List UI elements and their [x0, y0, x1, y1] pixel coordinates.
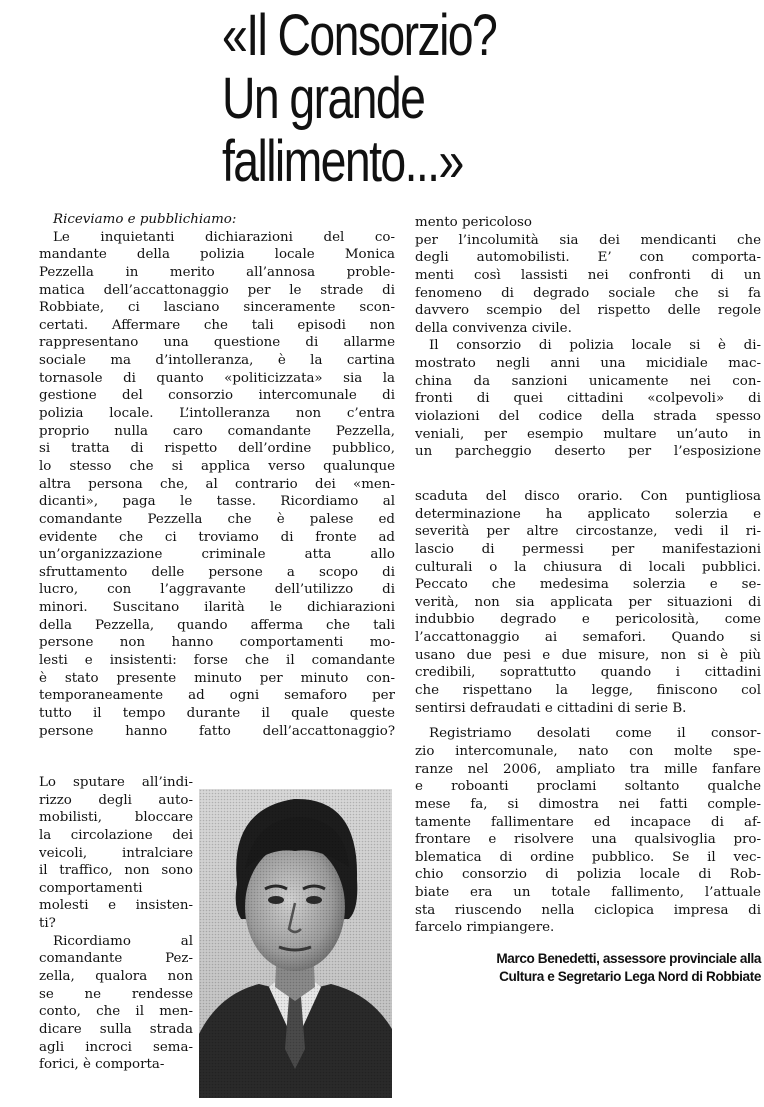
- text-line: che rispettano la legge, finiscono col: [415, 683, 761, 699]
- text-line: Ricordiamo al: [53, 933, 193, 949]
- text-line: ranze nel 2006, ampliato tra mille fanfare: [415, 761, 761, 777]
- text-line: menti così lassisti nei confronti di un: [415, 267, 761, 283]
- text-line: si tratta di rispetto dell’ordine pubblico,: [39, 441, 395, 457]
- text-line: e roboanti proclami soltanto qualche: [415, 779, 761, 795]
- text-line: dicare sulla strada: [39, 1021, 193, 1037]
- text-line: mento pericoloso: [415, 215, 532, 230]
- text-line: farcelo rimpiangere.: [415, 920, 555, 936]
- text-line: determinazione ha applicato solerzia e: [415, 506, 761, 522]
- text-line: un parcheggio deserto per l’esposizione: [415, 444, 761, 460]
- text-line: ti?: [39, 916, 56, 932]
- text-line: usano due pesi e due misure, non si è più: [415, 647, 761, 663]
- text-line: molesti e insisten-: [39, 898, 193, 914]
- text-line: chio consorzio di polizia locale di Rob-: [415, 867, 761, 883]
- text-line: certati. Affermare che tali episodi non: [39, 317, 395, 333]
- text-line: mostrato negli anni una micidiale mac-: [415, 356, 761, 372]
- text-line: sentirsi defraudati e cittadini di serie B.: [415, 700, 687, 716]
- text-line: severità per altre circostanze, vedi il ri-: [415, 524, 761, 540]
- text-line: Peccato che medesima solerzia e se-: [415, 577, 761, 593]
- text-line: minori. Suscitano ilarità le dichiarazioni: [39, 600, 395, 616]
- text-line: persone hanno fatto dell’accattonaggio?: [39, 723, 395, 739]
- headline-line-3: fallimento...»: [222, 129, 463, 194]
- text-line: verità, non sia applicata per situazioni di: [415, 594, 761, 610]
- text-line: lucro, con l’aggravante dell’utilizzo di: [39, 582, 395, 598]
- text-line: fenomeno di degrado sociale che si fa: [415, 285, 761, 301]
- text-line: mese fa, si dimostra nei fatti comple-: [415, 796, 761, 812]
- text-line: se ne rendesse: [39, 986, 193, 1002]
- text-line: persone non hanno comportamenti mo-: [39, 635, 395, 651]
- text-line: il traffico, non sono: [39, 863, 193, 879]
- text-line: polizia locale. L’intolleranza non c’entra: [39, 406, 395, 422]
- text-line: fronti di quei cittadini «colpevoli» di: [415, 391, 761, 407]
- text-line: forici, è comporta-: [39, 1057, 165, 1073]
- text-line: violazioni del codice della strada spesso: [415, 409, 761, 425]
- text-line: è stato presente minuto per minuto con-: [39, 670, 395, 686]
- text-line: comandante Pez-: [39, 951, 193, 967]
- text-line: rizzo degli auto-: [39, 792, 193, 808]
- text-line: altra persona che, al contrario dei «men-: [39, 476, 395, 492]
- text-line: l’accattonaggio ai semafori. Quando si: [415, 630, 761, 646]
- text-line: della convivenza civile.: [415, 320, 572, 336]
- column-1-text: [39, 211, 395, 740]
- text-line: temporaneamente ad ogni semaforo per: [39, 688, 395, 704]
- text-line: frontare e risolvere una qualsivoglia pro-: [415, 832, 761, 848]
- text-line: conto, che il men-: [39, 1004, 193, 1020]
- text-line: china da sanzioni unicamente nei con-: [415, 373, 761, 389]
- text-line: zella, qualora non: [39, 969, 193, 985]
- text-line: Registriamo desolati come il consor-: [429, 726, 761, 742]
- text-line: mandante della polizia locale Monica: [39, 247, 395, 263]
- text-line: gestione del consorzio intercomunale di: [39, 388, 395, 404]
- text-line: tutto il tempo durante il quale queste: [39, 705, 395, 721]
- text-line: la circolazione dei: [39, 827, 193, 843]
- column-2-text: [415, 214, 761, 461]
- text-line: biate era un totale fallimento, l’attuale: [415, 885, 761, 901]
- text-line: proprio nulla caro comandante Pezzella,: [39, 423, 395, 439]
- text-line: agli incroci sema-: [39, 1039, 193, 1055]
- text-line: degli automobilisti. E’ con comporta-: [415, 250, 761, 266]
- text-line: tornasole di quanto «politicizzata» sia la: [39, 370, 395, 386]
- text-line: culturali o la chiusura di locali pubblici.: [415, 559, 761, 575]
- text-line: dicanti», paga le tasse. Ricordiamo al: [39, 494, 395, 510]
- text-line: veniali, per esempio multare un’auto in: [415, 426, 761, 442]
- headline-line-2: Un grande: [222, 66, 425, 131]
- text-line: credibili, soprattutto quando i cittadini: [415, 665, 761, 681]
- author-photo: [199, 789, 392, 1098]
- text-line: rappresentano una questione di allarme: [39, 335, 395, 351]
- text-line: comportamenti: [39, 880, 143, 896]
- text-line: sfruttamento delle persone a scopo di: [39, 564, 395, 580]
- text-line: un’organizzazione criminale atta allo: [39, 547, 395, 563]
- article-headline: [222, 4, 654, 193]
- text-line: scaduta del disco orario. Con puntigliosa: [415, 489, 761, 504]
- text-line: Lo sputare all’indi-: [39, 775, 193, 790]
- text-line: matica dell’accattonaggio per le strade di: [39, 282, 395, 298]
- text-line: lascio di permessi per manifestazioni: [415, 541, 761, 557]
- column-1-text-beside-photo: [39, 774, 193, 1074]
- text-line: indubbio degrado e pericolosità, come: [415, 612, 761, 628]
- text-line: lesti e insistenti: forse che il comandante: [39, 653, 395, 669]
- headline-line-1: «Il Consorzio?: [222, 3, 497, 68]
- text-line: lo stesso che si applica verso qualunque: [39, 458, 395, 474]
- text-line: davvero scempio del rispetto delle regole: [415, 303, 761, 319]
- text-line: veicoli, intralciare: [39, 845, 193, 861]
- text-line: Riceviamo e pubblichiamo:: [53, 212, 237, 227]
- author-signature: [415, 950, 761, 986]
- text-line: per l’incolumità sia dei mendicanti che: [415, 232, 761, 248]
- text-line: Robbiate, ci lasciano sinceramente scon-: [39, 300, 395, 316]
- text-line: sociale ma d’intolleranza, è la cartina: [39, 353, 395, 369]
- signature-line-1: Marco Benedetti, assessore provinciale alla: [496, 951, 761, 966]
- text-line: zio intercomunale, nato con molte spe-: [415, 743, 761, 759]
- text-line: Pezzella in merito all’annosa proble-: [39, 264, 395, 280]
- signature-line-2: Cultura e Segretario Lega Nord di Robbiate: [499, 969, 761, 984]
- text-line: evidente che ci troviamo di fronte ad: [39, 529, 395, 545]
- text-line: tamente fallimentare ed incapace di af-: [415, 814, 761, 830]
- text-line: Il consorzio di polizia locale si è di-: [429, 338, 761, 354]
- column-2-text-continued: [415, 488, 761, 937]
- text-line: mobilisti, bloccare: [39, 810, 193, 826]
- text-line: blematica di ordine pubblico. Se il vec-: [415, 849, 761, 865]
- text-line: Le inquietanti dichiarazioni del co-: [53, 229, 395, 245]
- text-line: della Pezzella, quando afferma che tali: [39, 617, 395, 633]
- text-line: sta riuscendo nella ciclopica impresa di: [415, 902, 761, 918]
- text-line: comandante Pezzella che è palese ed: [39, 511, 395, 527]
